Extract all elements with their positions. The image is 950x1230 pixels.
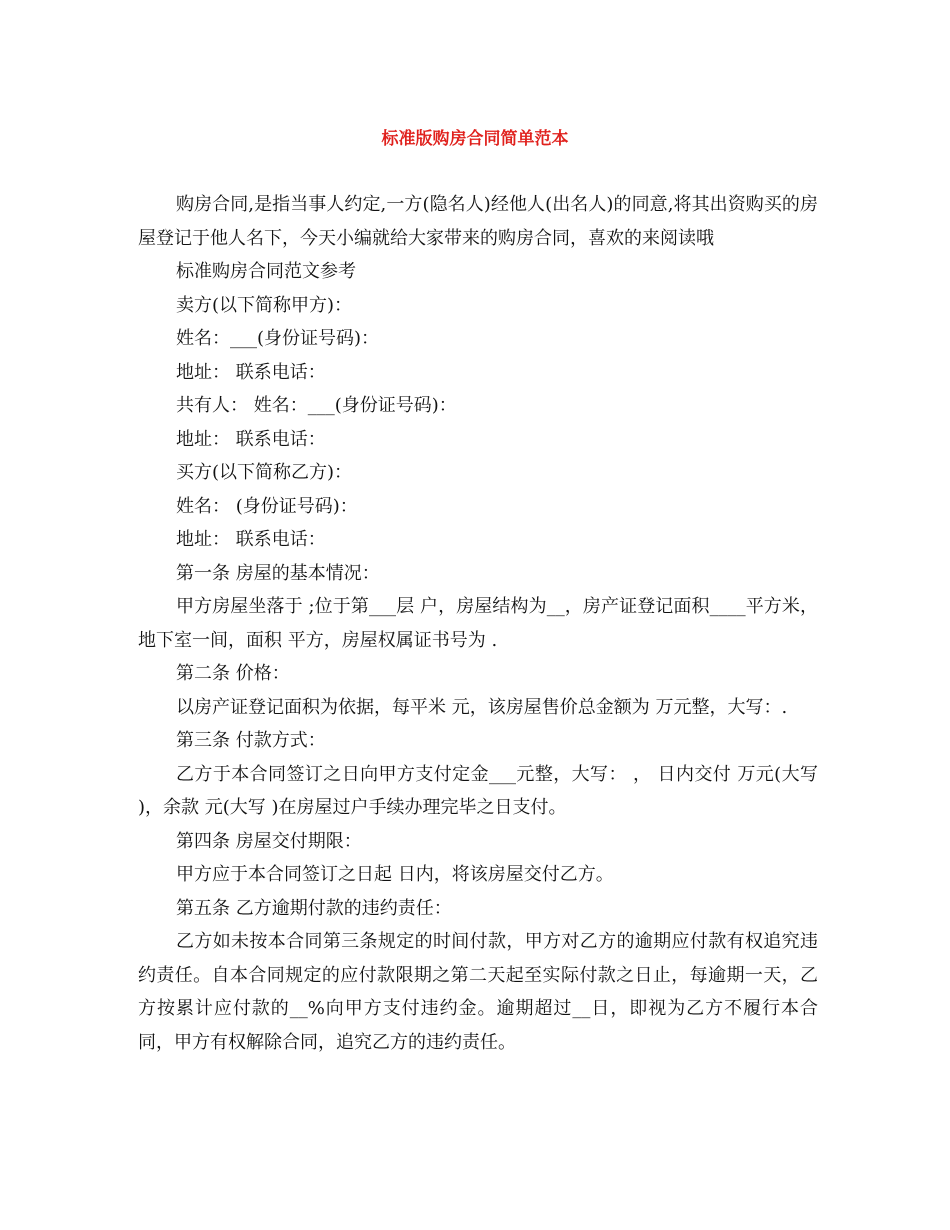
seller-heading: 卖方(以下简称甲方)： — [176, 294, 353, 316]
document-body — [138, 188, 818, 1059]
article-3-heading: 第三条 付款方式： — [176, 730, 326, 751]
sample-heading: 标准购房合同范文参考 — [176, 261, 356, 282]
co-owner-line: 共有人： 姓名：___(身份证号码)： — [176, 395, 457, 416]
article-5-body: 乙方如未按本合同第三条规定的时间付款，甲方对乙方的逾期应付款有权追究违约责任。自本合同规定的应付款限期之第二天起至实际付款之日止，每逾期一天，乙方按累计应付款的__%向甲方支付违约金。逾期超过__日，即视为乙方不履行本合同，甲方有权解除合同，追究乙方的违约责任。 — [138, 931, 818, 1053]
seller-name-line: 姓名：___(身份证号码)： — [176, 328, 380, 349]
article-5-heading: 第五条 乙方逾期付款的违约责任： — [176, 897, 452, 919]
article-3-body: 乙方于本合同签订之日向甲方支付定金___元整，大写： ， 日内交付 万元(大写 )，余款 元(大写 )在房屋过户手续办理完毕之日支付。 — [138, 763, 818, 818]
buyer-address-line: 地址： 联系电话： — [176, 529, 326, 550]
article-1-heading: 第一条 房屋的基本情况： — [176, 562, 380, 584]
article-4-body: 甲方应于本合同签订之日起 日内，将该房屋交付乙方。 — [176, 864, 614, 885]
co-owner-address-line: 地址： 联系电话： — [176, 428, 326, 450]
buyer-heading: 买方(以下简称乙方)： — [176, 462, 353, 483]
article-4-heading: 第四条 房屋交付期限： — [176, 830, 362, 852]
article-2-heading: 第二条 价格： — [176, 663, 290, 684]
article-2-body: 以房产证登记面积为依据，每平米 元，该房屋售价总金额为 万元整，大写：. — [176, 696, 788, 718]
intro-paragraph: 购房合同,是指当事人约定,一方(隐名人)经他人(出名人)的同意,将其出资购买的房屋登记于他人名下，今天小编就给大家带来的购房合同，喜欢的来阅读哦 — [138, 194, 818, 249]
seller-address-line: 地址： 联系电话： — [176, 361, 326, 383]
article-1-body: 甲方房屋坐落于 ;位于第___层 户，房屋结构为__，房产证登记面积____平方米，地下室一间，面积 平方，房屋权属证书号为 . — [138, 596, 818, 651]
document-title: 标准版购房合同简单范本 — [381, 129, 569, 149]
buyer-name-line: 姓名： (身份证号码)： — [176, 495, 358, 517]
